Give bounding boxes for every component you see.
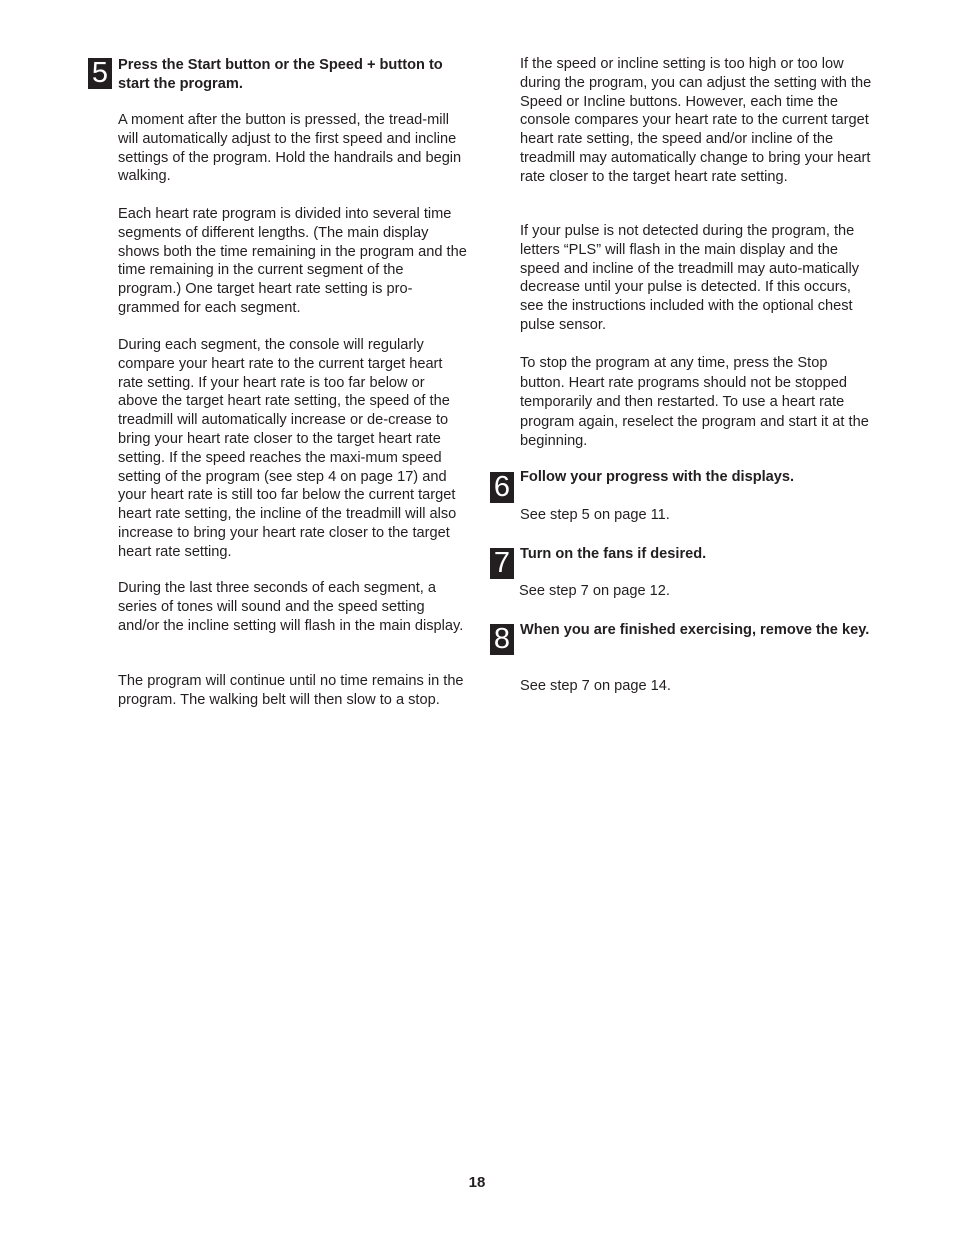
step-5-paragraph-6: If the speed or incline setting is too high or too low during the program, you can adjust the setting with the Speed or Incline buttons. However, each time the console compares your heart rate to the current target heart rate setting, the speed and/or incline of the treadmill may automatically change to bring your heart rate closer to the target heart rate setting. — [520, 56, 872, 185]
step-6-heading: Follow your progress with the displays. — [520, 469, 795, 485]
step-5-paragraph-2: Each heart rate program is divided into several time segments of different lengths. (The main display shows both the time remaining in the program and the time remaining in the current segment of the program.) One target heart rate setting is pro-grammed for each segment. — [118, 206, 467, 316]
step-6-body: See step 5 on page 11. — [520, 507, 670, 523]
step-7-badge: 7 — [490, 548, 514, 579]
step-6-badge: 6 — [490, 472, 514, 503]
step-5-paragraph-7: If your pulse is not detected during the program, the letters “PLS” will flash in the main display and the speed and incline of the treadmill may auto-matically decrease until your pulse is detected. If this occurs, see the instructions included with the optional chest pulse sensor. — [520, 223, 860, 333]
step-5-paragraph-1: A moment after the button is pressed, the tread-mill will automatically adjust to the first speed and incline settings of the program. Hold the handrails and begin walking. — [118, 112, 462, 185]
step-7-heading: Turn on the fans if desired. — [520, 546, 707, 562]
step-8-badge: 8 — [490, 624, 514, 655]
step-5-badge: 5 — [88, 58, 112, 89]
step-8-body: See step 7 on page 14. — [520, 678, 671, 694]
step-5-paragraph-5: The program will continue until no time remains in the program. The walking belt will then slow to a stop. — [118, 673, 464, 708]
step-5-paragraph-8: To stop the program at any time, press the Stop button. Heart rate programs should not be stopped temporarily and then restarted. To use a heart rate program again, reselect the program and start it at the beginning. — [520, 355, 869, 450]
step-8-heading: When you are finished exercising, remove the key. — [520, 622, 870, 638]
step-7-body: See step 7 on page 12. — [519, 583, 670, 599]
step-5-paragraph-3: During each segment, the console will regularly compare your heart rate to the current target heart rate setting. If your heart rate is too far below or above the target heart rate setting, the speed of the treadmill will automatically increase or de-crease to bring your heart rate closer to the target heart rate setting. If the speed reaches the maxi-mum speed setting of the program (see step 4 on page 17) and your heart rate is still too far below the current target heart rate setting, the incline of the treadmill will also increase to bring your heart rate closer to the target heart rate setting. — [118, 337, 457, 560]
step-5-heading: Press the Start button or the Speed + button to start the program. — [118, 57, 443, 92]
step-5-paragraph-4: During the last three seconds of each segment, a series of tones will sound and the speed setting and/or the incline setting will flash in the main display. — [118, 580, 464, 634]
page-number: 18 — [468, 1174, 486, 1191]
